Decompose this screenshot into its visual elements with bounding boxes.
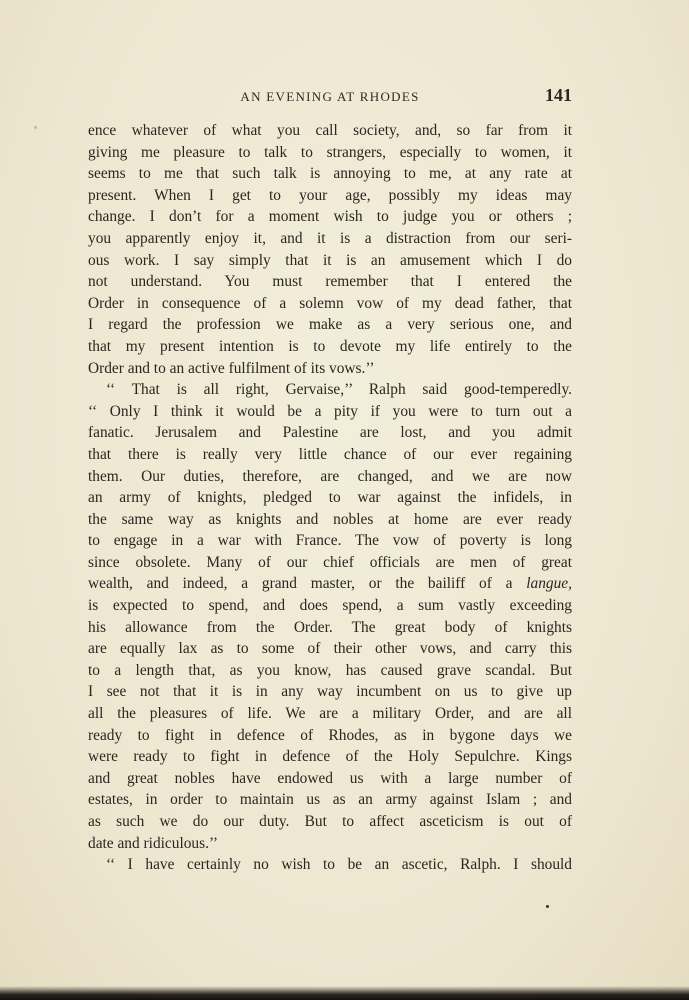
text-line bbox=[88, 379, 572, 401]
text-line bbox=[88, 163, 572, 185]
text-line bbox=[88, 185, 572, 207]
text-line-content: and great nobles have endowed us with a large number of bbox=[88, 769, 572, 787]
text-line-content: I see not that it is in any way incumbent on us to give up bbox=[88, 683, 572, 701]
text-line bbox=[88, 487, 572, 509]
text-line bbox=[88, 854, 572, 876]
text-line-content: that my present intention is to devote my life entirely to the bbox=[88, 337, 572, 355]
text-line bbox=[88, 833, 572, 855]
text-line-content: them. Our duties, therefore, are changed, and we are now bbox=[88, 467, 572, 485]
text-line-content: seems to me that such talk is annoying to me, at any rate at bbox=[88, 165, 572, 183]
text-line-content: I regard the profession we make as a very serious one, and bbox=[88, 316, 572, 334]
text-line-content: estates, in order to maintain us as an army against Islam ; and bbox=[88, 791, 572, 809]
text-line bbox=[88, 573, 572, 595]
text-line bbox=[88, 206, 572, 228]
text-line bbox=[88, 271, 572, 293]
text-line-content: as such we do our duty. But to affect asceticism is out of bbox=[88, 813, 572, 830]
text-line bbox=[88, 293, 572, 315]
text-line bbox=[88, 228, 572, 250]
text-line-content: ready to fight in defence of Rhodes, as in bygone days we bbox=[88, 726, 572, 744]
print-speck bbox=[546, 905, 549, 908]
text-line bbox=[88, 811, 572, 833]
text-line-content: ‘‘ That is all right, Gervaise,’’ Ralph said good-temperedly. bbox=[106, 381, 572, 399]
text-line bbox=[88, 142, 572, 164]
print-speck bbox=[34, 126, 37, 129]
text-line-content: wealth, and indeed, a grand master, or the bailiff of a bbox=[88, 575, 513, 593]
text-line bbox=[88, 466, 572, 488]
text-line bbox=[88, 681, 572, 703]
text-line bbox=[88, 638, 572, 660]
text-line-content: change. I don’t for a moment wish to judge you or others ; bbox=[88, 208, 572, 226]
body-text bbox=[88, 120, 572, 876]
italic-word: langue, bbox=[526, 575, 572, 593]
text-line-content: ‘‘ Only I think it would be a pity if you were to turn out a bbox=[88, 402, 572, 420]
text-line bbox=[88, 314, 572, 336]
text-line-content: that there is really very little chance of our ever regaining bbox=[88, 445, 572, 463]
text-line-content: is expected to spend, and does spend, a sum vastly exceeding bbox=[88, 597, 572, 615]
text-line-content: you apparently enjoy it, and it is a distraction from our seri- bbox=[88, 229, 572, 247]
text-line bbox=[88, 746, 572, 768]
page-header bbox=[88, 86, 572, 110]
text-line bbox=[88, 703, 572, 725]
text-line bbox=[88, 444, 572, 466]
text-line bbox=[88, 660, 572, 682]
text-line-content: an army of knights, pledged to war against the infidels, in bbox=[88, 489, 572, 507]
text-line bbox=[88, 617, 572, 639]
running-title: AN EVENING AT RHODES bbox=[240, 89, 420, 104]
text-line-content: not understand. You must remember that I entered the bbox=[88, 273, 572, 291]
text-line bbox=[88, 120, 572, 142]
text-line-content: are equally lax as to some of their other vows, and carry this bbox=[88, 640, 572, 658]
page-bottom-shadow bbox=[0, 986, 689, 1000]
text-line-content: since obsolete. Many of our chief officials are men of great bbox=[88, 553, 572, 571]
text-line-content: ous work. I say simply that it is an amusement which I do bbox=[88, 251, 572, 269]
text-line bbox=[88, 401, 572, 423]
text-line bbox=[88, 422, 572, 444]
text-line-content: the same way as knights and nobles at home are ever ready bbox=[88, 510, 572, 528]
text-line-content: giving me pleasure to talk to strangers, especially to women, it bbox=[88, 143, 572, 161]
text-line bbox=[88, 789, 572, 811]
text-line bbox=[88, 595, 572, 617]
text-line-content: date and ridiculous.’’ bbox=[88, 834, 219, 852]
text-line-content: all the pleasures of life. We are a military Order, and are all bbox=[88, 705, 572, 723]
text-line-content: present. When I get to your age, possibly my ideas may bbox=[88, 186, 572, 204]
text-line-content: his allowance from the Order. The great body of knights bbox=[88, 618, 572, 636]
text-line-content: ‘‘ I have certainly no wish to be an ascetic, Ralph. I should bbox=[106, 856, 572, 874]
text-line-content: fanatic. Jerusalem and Palestine are lost, and you admit bbox=[88, 424, 572, 442]
text-line-content: ence whatever of what you call society, and, so far from it bbox=[88, 122, 572, 139]
text-line bbox=[88, 530, 572, 552]
text-line-content: Order and to an active fulfilment of its vows.’’ bbox=[88, 359, 375, 377]
text-line bbox=[88, 336, 572, 358]
text-line bbox=[88, 552, 572, 574]
text-line bbox=[88, 250, 572, 272]
text-line bbox=[88, 725, 572, 747]
page-number: 141 bbox=[545, 85, 572, 105]
text-line bbox=[88, 358, 572, 380]
text-line-content: to engage in a war with France. The vow of poverty is long bbox=[88, 532, 572, 550]
text-line-content: Order in consequence of a solemn vow of my dead father, that bbox=[88, 294, 572, 312]
text-line bbox=[88, 768, 572, 790]
text-line-content: to a length that, as you know, has caused grave scandal. But bbox=[88, 661, 572, 679]
text-line-content: were ready to fight in defence of the Holy Sepulchre. Kings bbox=[88, 748, 572, 766]
text-line bbox=[88, 509, 572, 531]
